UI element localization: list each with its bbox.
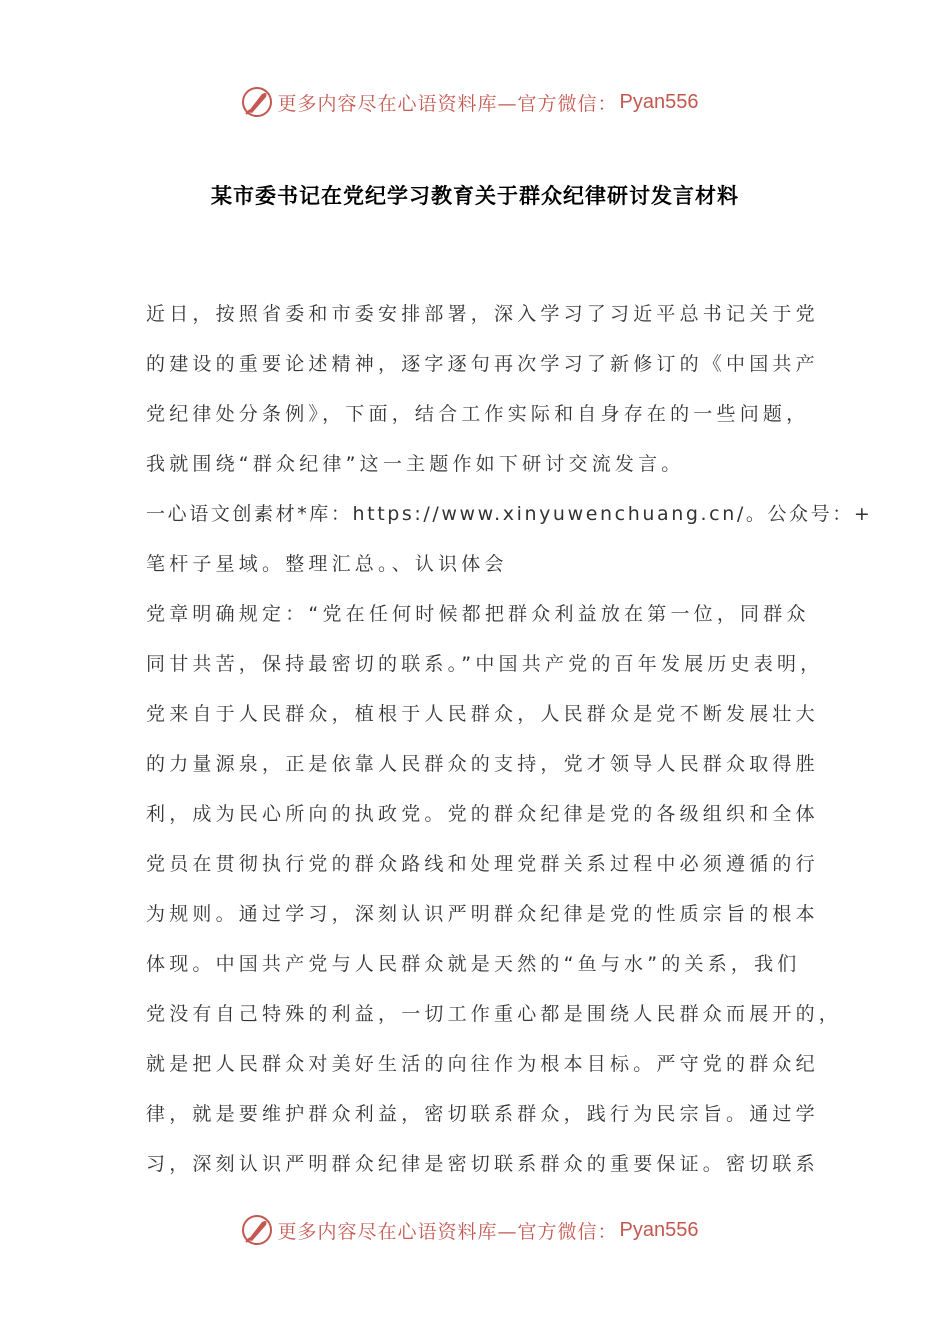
wechat-handle: Pyan556 [619, 90, 699, 113]
body-line-url: 一心语文创素材*库：https://www.xinyuwenchuang.cn/。公众号：+ [146, 503, 873, 525]
banner-text: 更多内容尽在心语资料库—官方微信： [277, 1220, 618, 1243]
body-line: 利，成为民心所向的执政党。党的群众纪律是党的各级组织和全体 [146, 803, 819, 825]
quill-logo-icon [240, 1213, 274, 1247]
body-line: 党来自于人民群众，植根于人民群众，人民群众是党不断发展壮大 [146, 703, 819, 725]
body-line: 党纪律处分条例》，下面，结合工作实际和自身存在的一些问题， [146, 403, 810, 425]
wechat-handle: Pyan556 [619, 1218, 699, 1241]
body-line: 同甘共苦，保持最密切的联系。”中国共产党的百年发展历史表明， [146, 653, 824, 675]
body-line: 近日，按照省委和市委安排部署，深入学习了习近平总书记关于党 [146, 303, 819, 325]
footer-banner [0, 1210, 950, 1250]
document-title: 某市委书记在党纪学习教育关于群众纪律研讨发言材料 [211, 183, 739, 208]
body-line: 党章明确规定：“党在任何时候都把群众利益放在第一位，同群众 [146, 603, 810, 625]
body-line: 的建设的重要论述精神，逐字逐句再次学习了新修订的《中国共产 [146, 353, 819, 375]
body-line: 体现。中国共产党与人民群众就是天然的“鱼与水”的关系，我们 [146, 953, 801, 975]
body-line: 我就围绕“群众纪律”这一主题作如下研讨交流发言。 [146, 453, 685, 475]
quill-logo-icon [240, 85, 274, 119]
body-line: 的力量源泉，正是依靠人民群众的支持，党才领导人民群众取得胜 [146, 753, 819, 775]
body-line: 律，就是要维护群众利益，密切联系群众，践行为民宗旨。通过学 [146, 1103, 819, 1125]
body-line: 就是把人民群众对美好生活的向往作为根本目标。严守党的群众纪 [146, 1053, 819, 1075]
body-line: 为规则。通过学习，深刻认识严明群众纪律是党的性质宗旨的根本 [146, 903, 819, 925]
body-line: 习，深刻认识严明群众纪律是密切联系群众的重要保证。密切联系 [146, 1153, 819, 1175]
banner-text: 更多内容尽在心语资料库—官方微信： [277, 92, 618, 115]
body-line: 党员在贯彻执行党的群众路线和处理党群关系过程中必须遵循的行 [146, 853, 819, 875]
header-banner [0, 82, 950, 122]
body-line: 笔杆子星域。整理汇总。、认识体会 [146, 553, 508, 575]
document-body [146, 294, 873, 1194]
body-line: 党没有自己特殊的利益，一切工作重心都是围绕人民群众而展开的， [146, 1003, 843, 1025]
